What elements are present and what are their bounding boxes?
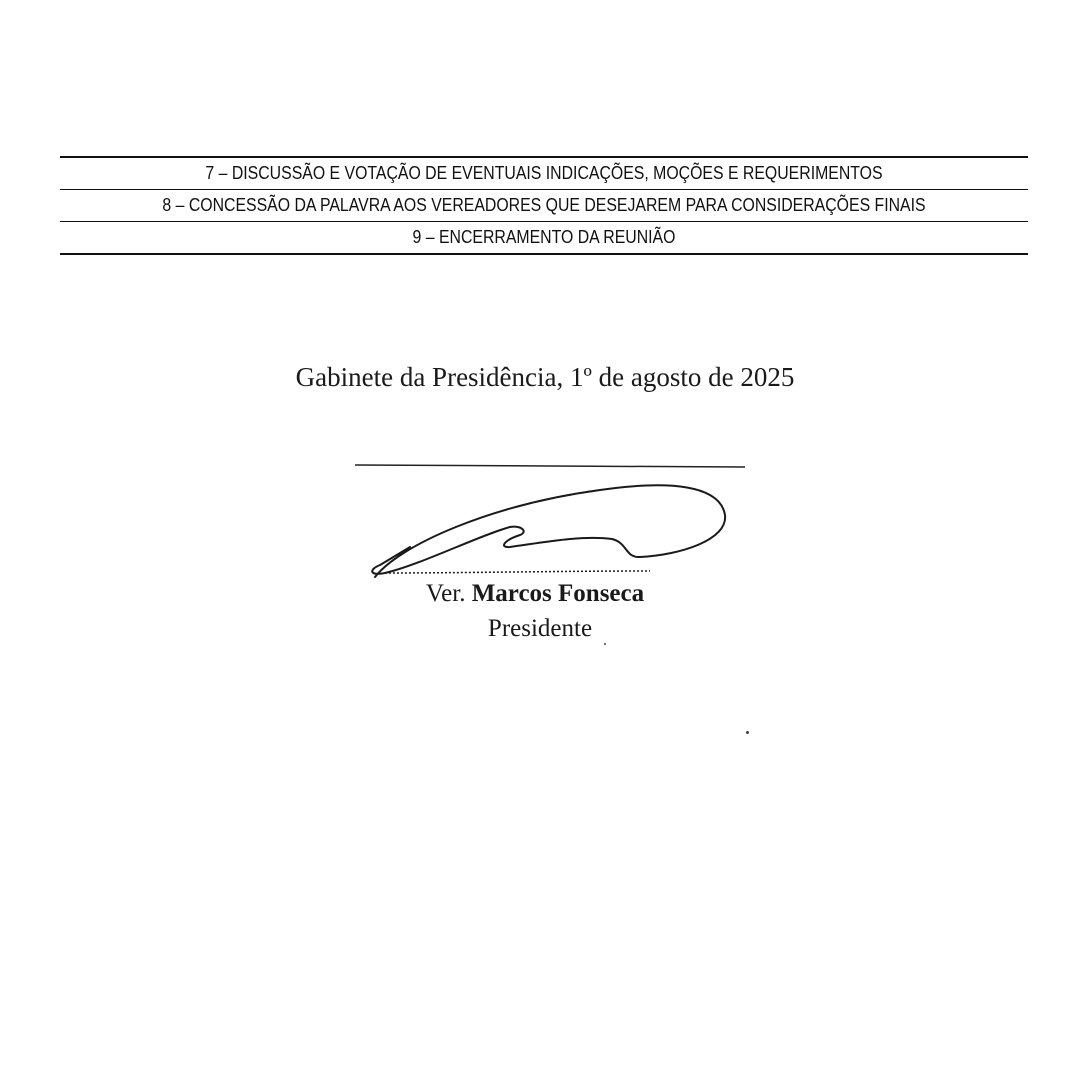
signer-role: Presidente <box>487 615 593 642</box>
signature-tail <box>385 571 650 573</box>
agenda-item-8: 8 – CONCESSÃO DA PALAVRA AOS VEREADORES QUE DESEJAREM PARA CONSIDERAÇÕES FINAIS <box>162 195 926 215</box>
signer-name <box>0 580 1070 608</box>
agenda-rule-bottom <box>60 253 1028 255</box>
signer-prefix: Ver. <box>425 580 466 607</box>
handwritten-signature <box>340 455 760 595</box>
scan-speck <box>746 731 749 734</box>
signer-full-name: Marcos Fonseca <box>471 580 645 607</box>
agenda-item-7: 7 – DISCUSSÃO E VOTAÇÃO DE EVENTUAIS INDICAÇÕES, MOÇÕES E REQUERIMENTOS <box>205 163 883 183</box>
agenda-table <box>60 156 1028 255</box>
agenda-item-9: 9 – ENCERRAMENTO DA REUNIÃO <box>412 227 676 247</box>
place-and-date: Gabinete da Presidência, 1º de agosto de 2025 <box>295 362 795 392</box>
signature-stroke <box>372 485 725 577</box>
scan-speck <box>604 643 606 645</box>
signature-line <box>355 465 745 467</box>
